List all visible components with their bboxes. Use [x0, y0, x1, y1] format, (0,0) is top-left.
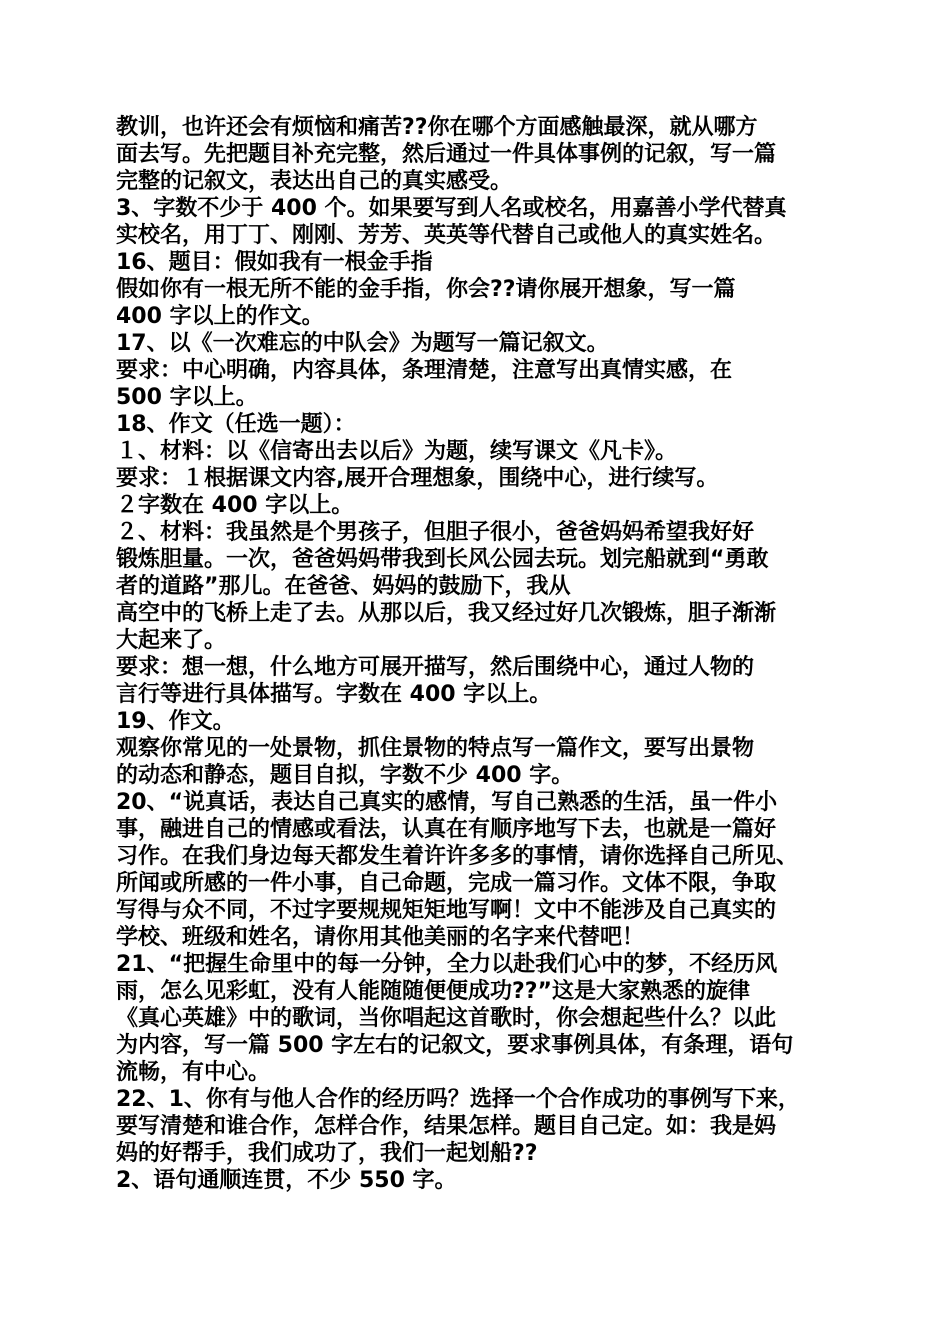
text-line: 大起来了。 [116, 628, 227, 653]
text-line: 雨，怎么见彩虹，没有人能随随便便成功??”这是大家熟悉的旋律 [116, 979, 750, 1004]
text-line: 习作。在我们身边每天都发生着许许多多的事情，请你选择自己所见、 [116, 844, 799, 869]
text-line: 教训，也许还会有烦恼和痛苦??你在哪个方面感触最深，就从哪方 [116, 115, 758, 140]
text-line: 要写清楚和谁合作，怎样合作，结果怎样。题目自己定。如：我是妈 [116, 1114, 777, 1139]
text-line: 500 字以上。 [116, 385, 258, 410]
text-line: 完整的记叙文，表达出自己的真实感受。 [116, 169, 513, 194]
text-line: 17、以《一次难忘的中队会》为题写一篇记叙文。 [116, 331, 609, 356]
text-line: 事，融进自己的情感或看法，认真在有顺序地写下去，也就是一篇好 [116, 817, 777, 842]
text-line: 《真心英雄》中的歌词，当你唱起这首歌时，你会想起些什么？以此 [116, 1006, 777, 1031]
text-line: 实校名，用丁丁、刚刚、芳芳、英英等代替自己或他人的真实姓名。 [116, 223, 777, 248]
text-line: 面去写。先把题目补充完整，然后通过一件具体事例的记叙，写一篇 [116, 142, 777, 167]
text-line: 假如你有一根无所不能的金手指，你会??请你展开想象，写一篇 [116, 277, 736, 302]
text-line: 言行等进行具体描写。字数在 400 字以上。 [116, 682, 552, 707]
text-line: 写得与众不同，不过字要规规矩矩地写啊！文中不能涉及自己真实的 [116, 898, 777, 923]
text-line: 400 字以上的作文。 [116, 304, 324, 329]
text-line: 的动态和静态，题目自拟，字数不少 400 字。 [116, 763, 574, 788]
text-line: 流畅，有中心。 [116, 1060, 271, 1085]
text-line: 者的道路”那儿。在爸爸、妈妈的鼓励下，我从 [116, 574, 571, 599]
text-line: 2、语句通顺连贯，不少 550 字。 [116, 1168, 457, 1193]
text-line: 20、“说真话，表达自己真实的感情，写自己熟悉的生活，虽一件小 [116, 790, 778, 815]
document-body [116, 114, 856, 1194]
text-line: 22、1、你有与他人合作的经历吗？选择一个合作成功的事例写下来， [116, 1087, 800, 1112]
text-line: 所闻或所感的一件小事，自己命题，完成一篇习作。文体不限，争取 [116, 871, 777, 896]
text-line: 要求：１根据课文内容,展开合理想象，围绕中心，进行续写。 [116, 466, 719, 491]
text-line: 高空中的飞桥上走了去。从那以后，我又经过好几次锻炼，胆子渐渐 [116, 601, 777, 626]
text-line: 要求：想一想，什么地方可展开描写，然后围绕中心，通过人物的 [116, 655, 755, 680]
text-line: ２字数在 400 字以上。 [116, 493, 354, 518]
text-line: 19、作文。 [116, 709, 235, 734]
text-line: 18、作文（任选一题）： [116, 412, 356, 437]
text-line: 妈的好帮手，我们成功了，我们一起划船?? [116, 1141, 538, 1166]
text-line: 锻炼胆量。一次，爸爸妈妈带我到长风公园去玩。划完船就到“勇敢 [116, 547, 769, 572]
text-line: 3、字数不少于 400 个。如果要写到人名或校名，用嘉善小学代替真 [116, 196, 787, 221]
text-line: 为内容，写一篇 500 字左右的记叙文，要求事例具体，有条理，语句 [116, 1033, 794, 1058]
text-line: ２、材料：我虽然是个男孩子，但胆子很小，爸爸妈妈希望我好好 [116, 520, 755, 545]
text-line: １、材料：以《信寄出去以后》为题，续写课文《凡卡》。 [116, 439, 678, 464]
text-line: 16、题目：假如我有一根金手指 [116, 250, 433, 275]
text-line: 21、“把握生命里中的每一分钟，全力以赴我们心中的梦，不经历风 [116, 952, 778, 977]
text-line: 要求：中心明确，内容具体，条理清楚，注意写出真情实感，在 [116, 358, 733, 383]
text-line: 观察你常见的一处景物，抓住景物的特点写一篇作文，要写出景物 [116, 736, 755, 761]
text-line: 学校、班级和姓名，请你用其他美丽的名字来代替吧！ [116, 925, 645, 950]
